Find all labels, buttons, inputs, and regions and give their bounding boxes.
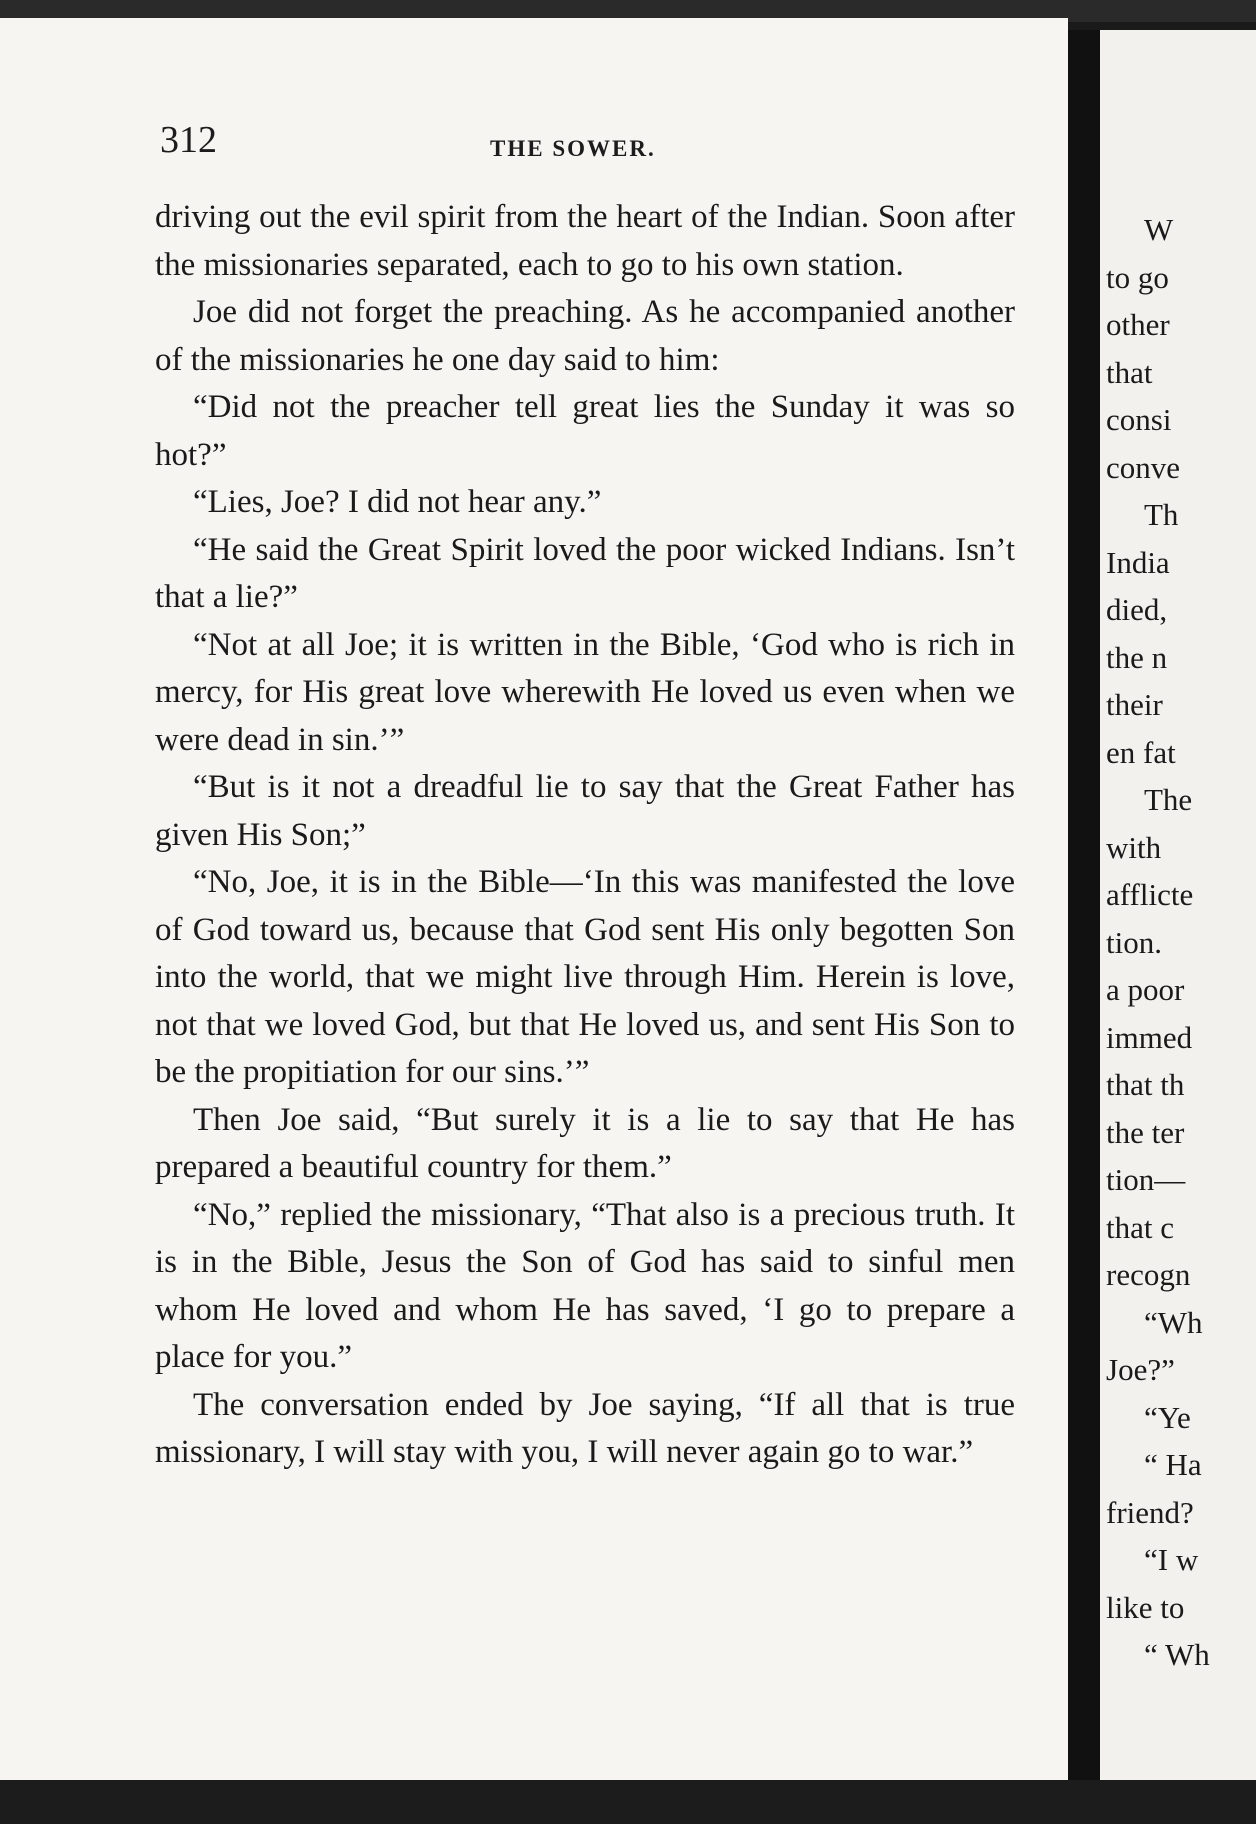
facing-page-line: immed	[1106, 1019, 1193, 1055]
book-gutter	[1068, 30, 1100, 1780]
facing-page-line: “I w	[1144, 1542, 1199, 1577]
facing-page-line: en fat	[1106, 734, 1176, 770]
scan-bottom-edge	[0, 1780, 1256, 1824]
facing-page-line: “ Ha	[1144, 1447, 1202, 1482]
paragraph: Then Joe said, “But surely it is a lie to say that He has prepared a beautiful country for them.”	[155, 1101, 1015, 1185]
facing-page-line: died,	[1106, 592, 1168, 627]
facing-page-line: tion—	[1106, 1162, 1186, 1197]
paragraph: driving out the evil spirit from the heart of the Indian. Soon after the missionaries separated, each to go to his own station.	[155, 199, 1015, 283]
facing-page-line: recogn	[1106, 1257, 1191, 1292]
running-title: THE SOWER.	[490, 136, 656, 161]
facing-page-line: India	[1106, 544, 1170, 580]
facing-page-line: Th	[1144, 497, 1179, 532]
left-page	[0, 18, 1068, 1780]
facing-page-line: the ter	[1106, 1114, 1185, 1150]
facing-page-line: consi	[1106, 402, 1172, 437]
paragraph: “Not at all Joe; it is written in the Bible, ‘God who is rich in mercy, for His great love wherewith He loved us even when we were dead in sin.’”	[155, 626, 1015, 758]
facing-page-line: like to	[1106, 1589, 1185, 1625]
facing-page-text	[1106, 206, 1256, 1679]
paragraph: “No, Joe, it is in the Bible—‘In this was manifested the love of God toward us, because that God sent His only begotten Son into the world, that we might live through Him. Herein is love, not that we loved God, but that He loved us, and sent His Son to be the propitiation for our sins.’”	[155, 864, 1015, 1090]
facing-page-line: tion.	[1106, 924, 1162, 960]
facing-page-line: W	[1144, 212, 1174, 247]
page-body-text	[155, 194, 1015, 1477]
facing-page	[1100, 30, 1256, 1780]
facing-page-line: with	[1106, 829, 1162, 865]
facing-page-line: that	[1106, 354, 1153, 390]
paragraph: Joe did not forget the preaching. As he accompanied another of the missionaries he one day said to him:	[155, 294, 1015, 378]
facing-page-line: “Wh	[1144, 1304, 1203, 1340]
paragraph: The conversation ended by Joe saying, “If all that is true missionary, I will stay with you, I will never again go to war.”	[155, 1386, 1015, 1470]
facing-page-line: that c	[1106, 1209, 1174, 1245]
facing-page-line: The	[1144, 782, 1193, 817]
facing-page-line: a poor	[1106, 972, 1185, 1007]
facing-page-line: friend?	[1106, 1494, 1194, 1530]
facing-page-line: conve	[1106, 449, 1181, 485]
paragraph: “He said the Great Spirit loved the poor wicked Indians. Isn’t that a lie?”	[155, 531, 1015, 615]
facing-page-line: “Ye	[1144, 1399, 1191, 1435]
page-number: 312	[160, 119, 217, 161]
facing-page-line: “ Wh	[1144, 1637, 1210, 1672]
facing-page-line: that th	[1106, 1067, 1185, 1102]
facing-page-line: their	[1106, 687, 1163, 722]
paragraph: “Did not the preacher tell great lies the Sunday it was so hot?”	[155, 389, 1015, 473]
paragraph: “But is it not a dreadful lie to say that the Great Father has given His Son;”	[155, 769, 1015, 853]
facing-page-line: to go	[1106, 259, 1169, 295]
paragraph: “No,” replied the missionary, “That also is a precious truth. It is in the Bible, Jesus the Son of God has said to sinful men whom He loved and whom He has saved, ‘I go to prepare a place for you.”	[155, 1196, 1015, 1375]
facing-page-line: the n	[1106, 639, 1168, 675]
facing-page-line: Joe?”	[1106, 1352, 1175, 1387]
facing-page-line: other	[1106, 307, 1170, 342]
facing-page-line: afflicte	[1106, 877, 1194, 912]
page-header	[160, 118, 1020, 168]
paragraph: “Lies, Joe? I did not hear any.”	[193, 484, 602, 520]
